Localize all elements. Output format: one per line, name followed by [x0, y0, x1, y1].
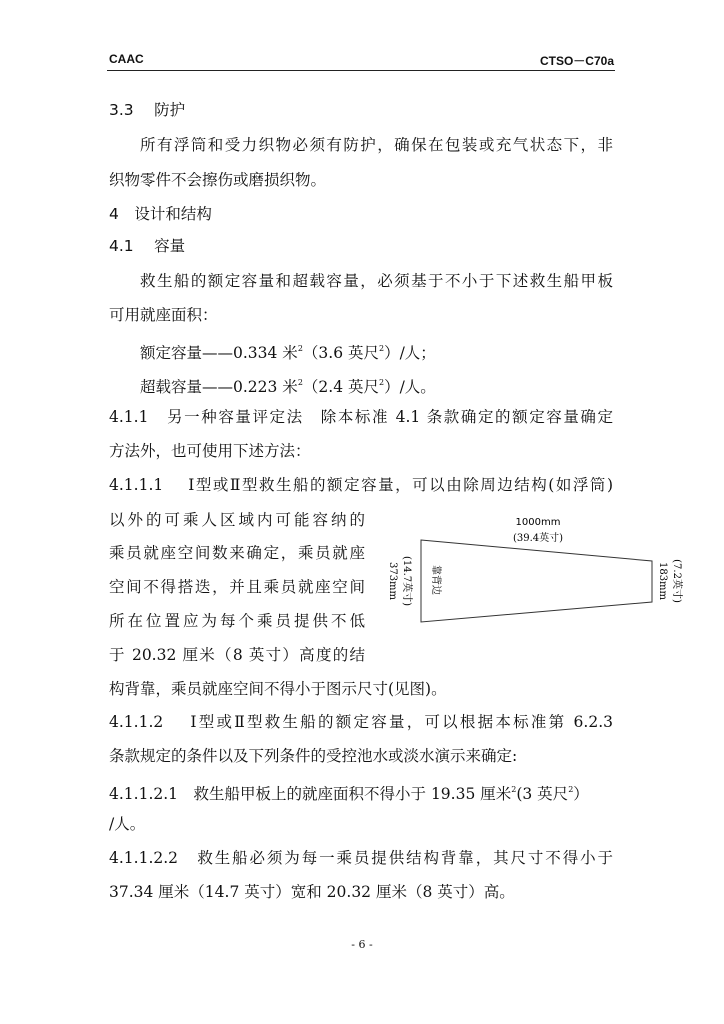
paragraph-line: 构背靠，乘员就座空间不得小于图示尺寸(见图)。: [109, 680, 447, 698]
section-heading: 4 设计和结构: [109, 205, 212, 223]
right-mm-label: 183mm: [657, 561, 668, 601]
width-mm-label: 1000mm: [515, 517, 561, 528]
paragraph-line: 4.1.1.2 Ⅰ型或Ⅱ型救生船的额定容量，可以根据本标准第 6.2.3: [109, 713, 613, 731]
header-rule: [107, 70, 615, 71]
seat-space-figure: [360, 505, 700, 635]
paragraph-line: /人。: [109, 815, 146, 833]
paragraph-line: 织物零件不会擦伤或磨损织物。: [109, 171, 327, 189]
backrest-side-label: 靠背边: [430, 565, 441, 595]
seat-trapezoid: [421, 540, 652, 622]
paragraph-line: 方法外，也可使用下述方法：: [109, 442, 311, 460]
overload-capacity-line: 超载容量——0.223 米$^2$（2.4 英尺$^2$）/人。: [140, 378, 436, 396]
paragraph-line: 空间不得搭迭，并且乘员就座空间: [109, 578, 365, 596]
section-heading: 4.1 容量: [109, 237, 186, 255]
width-in-label: (39.4英寸): [512, 533, 564, 544]
paragraph-line: 条款规定的条件以及下列条件的受控池水或淡水演示来确定:: [109, 747, 518, 765]
paragraph-line: 所有浮筒和受力织物必须有防护，确保在包装或充气状态下，非: [140, 136, 613, 154]
paragraph-line: 可用就座面积：: [109, 306, 218, 324]
paragraph-line: 所在位置应为每个乘员提供不低: [109, 612, 365, 630]
section-heading: 3.3 防护: [109, 101, 186, 119]
right-in-label: (7.2英寸): [671, 559, 682, 603]
paragraph-line: 于 20.32 厘米（8 英寸）高度的结: [109, 646, 365, 664]
header-right: CTSO－C70a: [539, 54, 614, 68]
header-left: CAAC: [109, 52, 144, 66]
paragraph-line: 4.1.1.2.2 救生船必须为每一乘员提供结构背靠，其尺寸不得小于: [109, 849, 613, 867]
clause-4-1-1-2-1: 4.1.1.2.1 救生船甲板上的就座面积不得小于 19.35 厘米$^2$(3 英尺$^2$）: [109, 785, 589, 803]
paragraph-line: 37.34 厘米（14.7 英寸）宽和 20.32 厘米（8 英寸）高。: [109, 883, 515, 901]
rated-capacity-line: 额定容量——0.334 米$^2$（3.6 英尺$^2$）/人；: [140, 344, 436, 362]
paragraph-line: 乘员就座空间数来确定，乘员就座: [109, 544, 365, 562]
paragraph-line: 4.1.1 另一种容量评定法 除本标准 4.1 条款确定的额定容量确定: [109, 408, 613, 426]
left-mm-label: 373mm: [387, 561, 398, 601]
paragraph-line: 以外的可乘人区域内可能容纳的: [109, 511, 365, 529]
paragraph-line: 4.1.1.1 Ⅰ型或Ⅱ型救生船的额定容量，可以由除周边结构(如浮筒): [109, 476, 613, 494]
paragraph-line: 救生船的额定容量和超载容量，必须基于不小于下述救生船甲板: [140, 272, 613, 290]
page-number: - 6 -: [351, 938, 373, 951]
left-in-label: (14.7英寸): [401, 555, 412, 607]
